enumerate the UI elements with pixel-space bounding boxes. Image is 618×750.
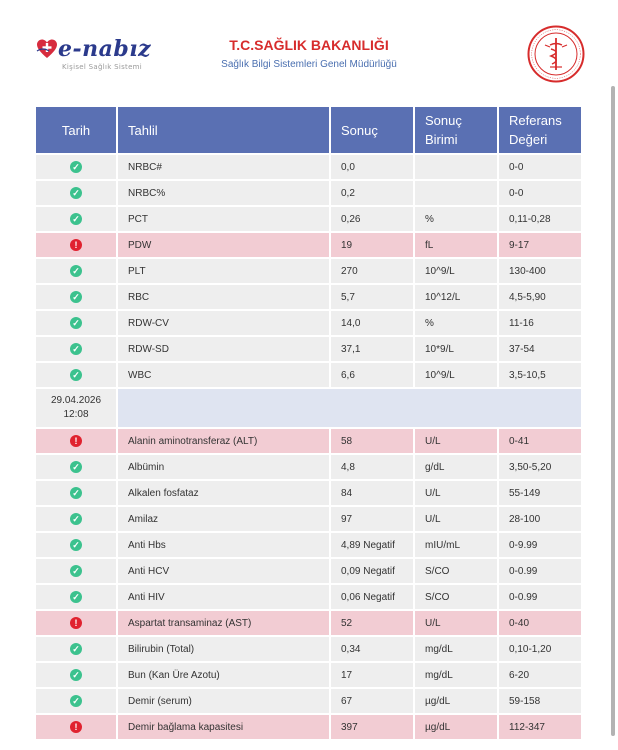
table-row bbox=[36, 533, 581, 557]
test-unit: 10^9/L bbox=[415, 363, 497, 387]
test-unit bbox=[415, 155, 497, 179]
test-name[interactable]: Bun (Kan Üre Azotu) bbox=[118, 663, 329, 687]
status-cell bbox=[36, 481, 116, 505]
test-unit: mIU/mL bbox=[415, 533, 497, 557]
test-result: 37,1 bbox=[331, 337, 413, 361]
test-name[interactable]: Anti HCV bbox=[118, 559, 329, 583]
alert-icon: ! bbox=[70, 239, 82, 251]
test-unit: S/CO bbox=[415, 585, 497, 609]
status-cell bbox=[36, 715, 116, 739]
test-result: 0,09 Negatif bbox=[331, 559, 413, 583]
table-row bbox=[36, 207, 581, 231]
test-result: 67 bbox=[331, 689, 413, 713]
group-date-spacer bbox=[118, 389, 581, 427]
table-row bbox=[36, 363, 581, 387]
check-icon: ✓ bbox=[70, 213, 82, 225]
test-unit: U/L bbox=[415, 611, 497, 635]
check-icon: ✓ bbox=[70, 565, 82, 577]
test-reference: 0-9.99 bbox=[499, 533, 581, 557]
table-row bbox=[36, 559, 581, 583]
test-reference: 0-0.99 bbox=[499, 585, 581, 609]
lab-results-table bbox=[34, 105, 583, 741]
test-result: 52 bbox=[331, 611, 413, 635]
status-cell bbox=[36, 637, 116, 661]
check-icon: ✓ bbox=[70, 695, 82, 707]
test-reference: 0-41 bbox=[499, 429, 581, 453]
page-subtitle: Sağlık Bilgi Sistemleri Genel Müdürlüğü bbox=[221, 59, 397, 70]
test-name[interactable]: Demir bağlama kapasitesi bbox=[118, 715, 329, 739]
test-name[interactable]: Demir (serum) bbox=[118, 689, 329, 713]
test-reference: 6-20 bbox=[499, 663, 581, 687]
test-name[interactable]: Aspartat transaminaz (AST) bbox=[118, 611, 329, 635]
table-row bbox=[36, 233, 581, 257]
status-cell bbox=[36, 689, 116, 713]
column-header-unit[interactable]: Sonuç Birimi bbox=[415, 107, 497, 153]
test-reference: 0,10-1,20 bbox=[499, 637, 581, 661]
check-icon: ✓ bbox=[70, 487, 82, 499]
status-cell bbox=[36, 363, 116, 387]
test-unit: 10^12/L bbox=[415, 285, 497, 309]
alert-icon: ! bbox=[70, 617, 82, 629]
test-unit: % bbox=[415, 207, 497, 231]
column-header-date[interactable]: Tarih bbox=[36, 107, 116, 153]
table-row bbox=[36, 611, 581, 635]
test-result: 97 bbox=[331, 507, 413, 531]
table-row bbox=[36, 689, 581, 713]
test-name[interactable]: Albümin bbox=[118, 455, 329, 479]
test-result: 17 bbox=[331, 663, 413, 687]
test-result: 5,7 bbox=[331, 285, 413, 309]
table-row bbox=[36, 429, 581, 453]
check-icon: ✓ bbox=[70, 591, 82, 603]
test-name[interactable]: Bilirubin (Total) bbox=[118, 637, 329, 661]
test-result: 0,06 Negatif bbox=[331, 585, 413, 609]
test-reference: 3,5-10,5 bbox=[499, 363, 581, 387]
check-icon: ✓ bbox=[70, 161, 82, 173]
status-cell bbox=[36, 559, 116, 583]
table-row bbox=[36, 663, 581, 687]
test-reference: 9-17 bbox=[499, 233, 581, 257]
group-date-time: 12:08 bbox=[63, 409, 89, 420]
check-icon: ✓ bbox=[70, 461, 82, 473]
test-reference: 59-158 bbox=[499, 689, 581, 713]
table-row bbox=[36, 181, 581, 205]
test-unit: µg/dL bbox=[415, 689, 497, 713]
test-unit: S/CO bbox=[415, 559, 497, 583]
table-row bbox=[36, 285, 581, 309]
status-cell bbox=[36, 507, 116, 531]
status-cell bbox=[36, 311, 116, 335]
status-cell bbox=[36, 259, 116, 283]
check-icon: ✓ bbox=[70, 369, 82, 381]
test-name[interactable]: Anti Hbs bbox=[118, 533, 329, 557]
status-cell bbox=[36, 207, 116, 231]
column-header-test[interactable]: Tahlil bbox=[118, 107, 329, 153]
test-result: 397 bbox=[331, 715, 413, 739]
test-name[interactable]: PCT bbox=[118, 207, 329, 231]
check-icon: ✓ bbox=[70, 343, 82, 355]
test-name[interactable]: RDW-CV bbox=[118, 311, 329, 335]
test-result: 4,89 Negatif bbox=[331, 533, 413, 557]
test-result: 270 bbox=[331, 259, 413, 283]
test-name[interactable]: RBC bbox=[118, 285, 329, 309]
test-name[interactable]: NRBC# bbox=[118, 155, 329, 179]
status-cell bbox=[36, 429, 116, 453]
test-result: 0,34 bbox=[331, 637, 413, 661]
test-result: 0,26 bbox=[331, 207, 413, 231]
test-result: 14,0 bbox=[331, 311, 413, 335]
test-unit: U/L bbox=[415, 507, 497, 531]
test-reference: 28-100 bbox=[499, 507, 581, 531]
test-result: 6,6 bbox=[331, 363, 413, 387]
test-reference: 112-347 bbox=[499, 715, 581, 739]
date-group-row bbox=[36, 389, 581, 427]
scrollbar[interactable] bbox=[611, 86, 615, 736]
check-icon: ✓ bbox=[70, 669, 82, 681]
test-name[interactable]: Alkalen fosfataz bbox=[118, 481, 329, 505]
check-icon: ✓ bbox=[70, 539, 82, 551]
test-name[interactable]: Amilaz bbox=[118, 507, 329, 531]
test-name[interactable]: PLT bbox=[118, 259, 329, 283]
test-reference: 11-16 bbox=[499, 311, 581, 335]
group-date-day: 29.04.2026 bbox=[50, 395, 102, 406]
check-icon: ✓ bbox=[70, 317, 82, 329]
table-row bbox=[36, 337, 581, 361]
test-result: 58 bbox=[331, 429, 413, 453]
test-unit: mg/dL bbox=[415, 663, 497, 687]
alert-icon: ! bbox=[70, 435, 82, 447]
table-row bbox=[36, 155, 581, 179]
table-row bbox=[36, 259, 581, 283]
alert-icon: ! bbox=[70, 721, 82, 733]
table-row bbox=[36, 507, 581, 531]
test-unit: fL bbox=[415, 233, 497, 257]
check-icon: ✓ bbox=[70, 643, 82, 655]
table-row bbox=[36, 311, 581, 335]
status-cell bbox=[36, 285, 116, 309]
test-unit: mg/dL bbox=[415, 637, 497, 661]
ministry-seal-icon bbox=[527, 25, 585, 83]
test-reference: 0-0 bbox=[499, 181, 581, 205]
test-reference: 0,11-0,28 bbox=[499, 207, 581, 231]
test-unit: µg/dL bbox=[415, 715, 497, 739]
check-icon: ✓ bbox=[70, 291, 82, 303]
test-reference: 0-0.99 bbox=[499, 559, 581, 583]
test-unit: U/L bbox=[415, 481, 497, 505]
test-result: 19 bbox=[331, 233, 413, 257]
test-result: 0,0 bbox=[331, 155, 413, 179]
column-header-reference[interactable]: Referans Değeri bbox=[499, 107, 581, 153]
table-header-row bbox=[36, 107, 581, 153]
test-reference: 4,5-5,90 bbox=[499, 285, 581, 309]
status-cell bbox=[36, 585, 116, 609]
test-name[interactable]: WBC bbox=[118, 363, 329, 387]
test-name[interactable]: PDW bbox=[118, 233, 329, 257]
test-result: 0,2 bbox=[331, 181, 413, 205]
test-name[interactable]: Alanin aminotransferaz (ALT) bbox=[118, 429, 329, 453]
status-cell bbox=[36, 233, 116, 257]
logo-subtitle: Kişisel Sağlık Sistemi bbox=[62, 63, 143, 71]
logo-text: e-nabız bbox=[58, 36, 152, 62]
test-result: 84 bbox=[331, 481, 413, 505]
test-unit bbox=[415, 181, 497, 205]
status-cell bbox=[36, 611, 116, 635]
status-cell bbox=[36, 155, 116, 179]
table-row bbox=[36, 715, 581, 739]
test-reference: 3,50-5,20 bbox=[499, 455, 581, 479]
status-cell bbox=[36, 533, 116, 557]
test-reference: 0-40 bbox=[499, 611, 581, 635]
test-reference: 55-149 bbox=[499, 481, 581, 505]
status-cell bbox=[36, 181, 116, 205]
test-name[interactable]: Anti HIV bbox=[118, 585, 329, 609]
table-row bbox=[36, 481, 581, 505]
test-name[interactable]: RDW-SD bbox=[118, 337, 329, 361]
test-unit: g/dL bbox=[415, 455, 497, 479]
status-cell bbox=[36, 663, 116, 687]
table-row bbox=[36, 455, 581, 479]
test-unit: 10^9/L bbox=[415, 259, 497, 283]
page-header bbox=[0, 0, 618, 100]
check-icon: ✓ bbox=[70, 187, 82, 199]
test-reference: 130-400 bbox=[499, 259, 581, 283]
status-cell bbox=[36, 455, 116, 479]
group-date bbox=[36, 389, 116, 427]
status-cell bbox=[36, 337, 116, 361]
test-result: 4,8 bbox=[331, 455, 413, 479]
test-unit: 10*9/L bbox=[415, 337, 497, 361]
table-row bbox=[36, 637, 581, 661]
table-row bbox=[36, 585, 581, 609]
column-header-result[interactable]: Sonuç bbox=[331, 107, 413, 153]
test-unit: % bbox=[415, 311, 497, 335]
test-unit: U/L bbox=[415, 429, 497, 453]
page-title: T.C.SAĞLIK BAKANLIĞI bbox=[229, 37, 389, 53]
check-icon: ✓ bbox=[70, 265, 82, 277]
test-reference: 0-0 bbox=[499, 155, 581, 179]
test-reference: 37-54 bbox=[499, 337, 581, 361]
test-name[interactable]: NRBC% bbox=[118, 181, 329, 205]
check-icon: ✓ bbox=[70, 513, 82, 525]
